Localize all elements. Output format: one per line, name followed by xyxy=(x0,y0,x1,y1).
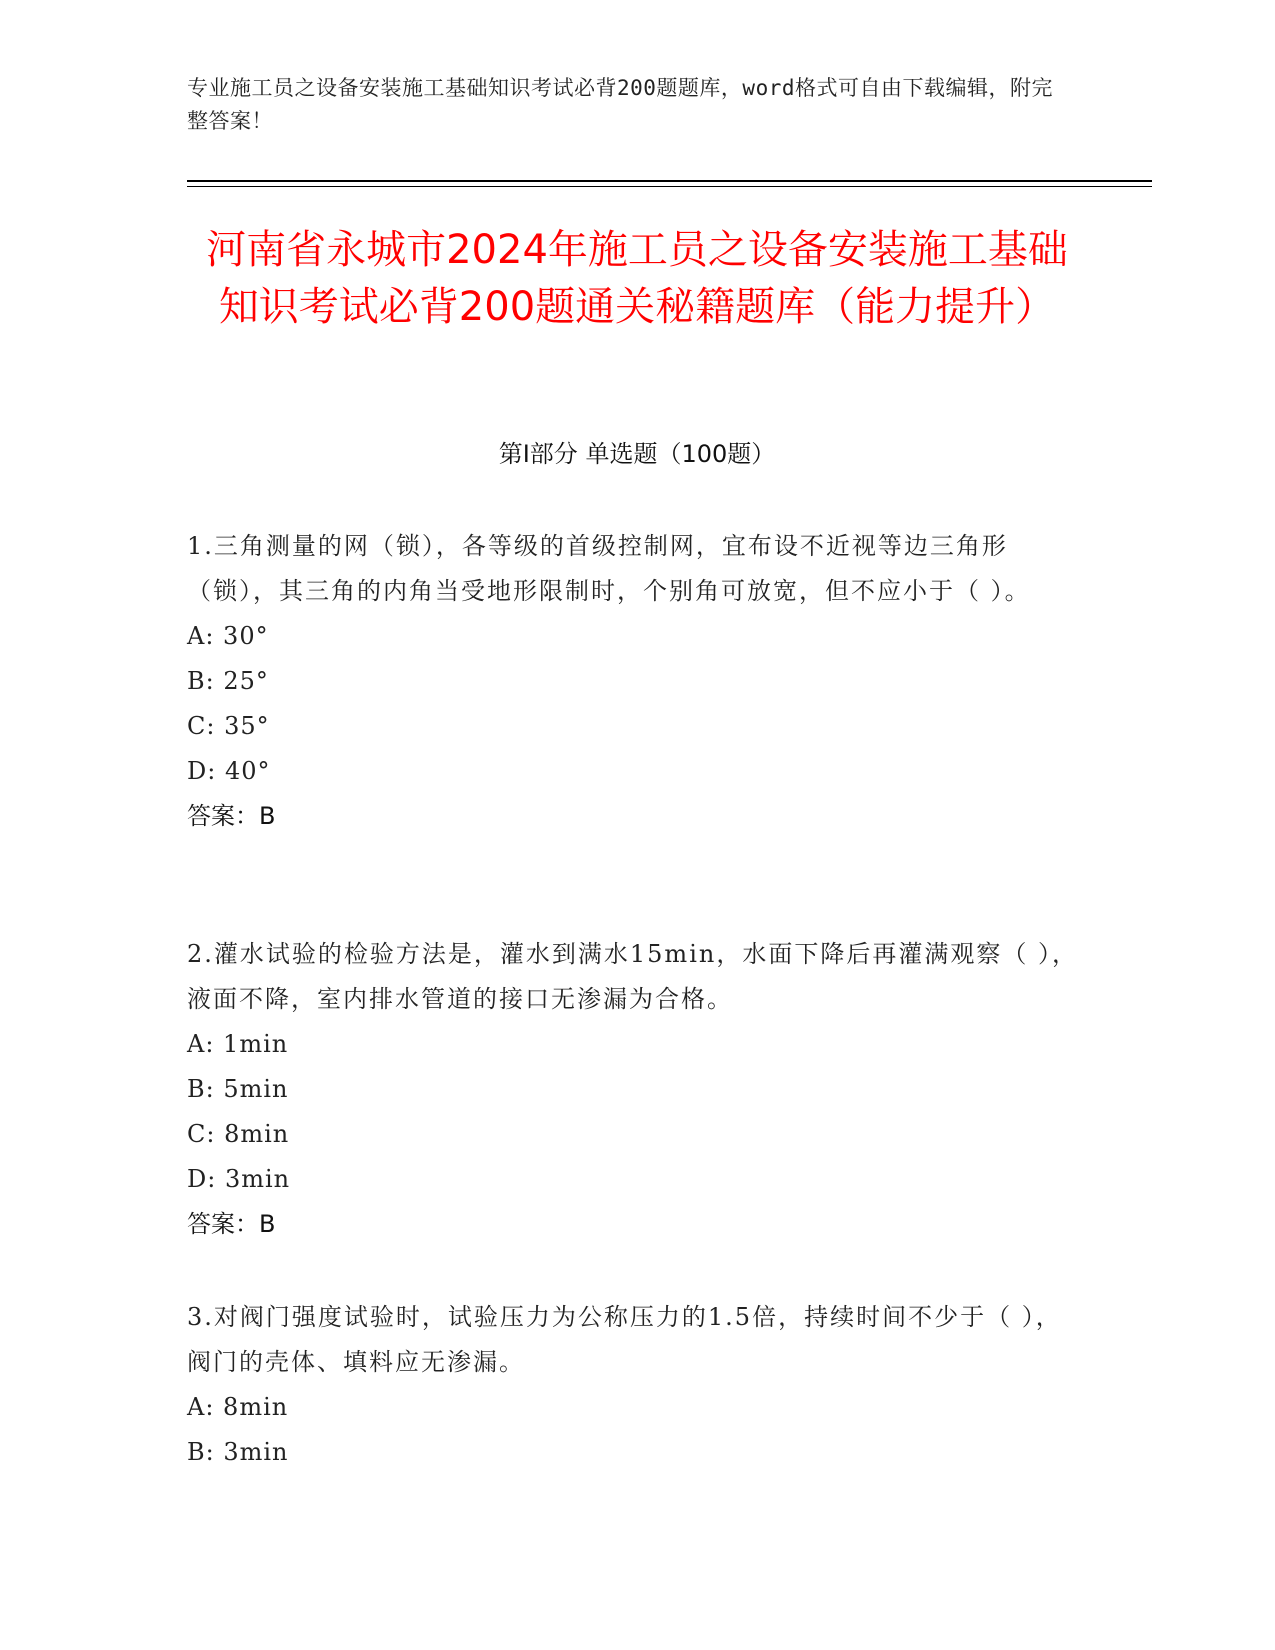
option-c: C: 8min xyxy=(187,1120,290,1148)
document-title: 河南省永城市2024年施工员之设备安装施工基础知识考试必背200题通关秘籍题库（能力提升） xyxy=(206,227,1068,330)
header-divider-thick xyxy=(187,180,1152,182)
option-d: D: 3min xyxy=(187,1165,291,1193)
option-c: C: 35° xyxy=(187,712,270,740)
option-b: B: 5min xyxy=(187,1075,289,1103)
answer-line: 答案：B xyxy=(187,1210,276,1238)
header-divider-thin xyxy=(187,186,1152,187)
question-text: 1.三角测量的网（锁），各等级的首级控制网，宜布设不近视等边三角形（锁），其三角的内角当受地形限制时，个别角可放宽，但不应小于（ ）。 xyxy=(187,532,1031,605)
question-2 xyxy=(187,932,1087,1247)
option-b: B: 25° xyxy=(187,667,269,695)
question-3 xyxy=(187,1295,1087,1475)
answer-line: 答案：B xyxy=(187,802,276,830)
option-d: D: 40° xyxy=(187,757,271,785)
section-title: 第I部分 单选题（100题） xyxy=(498,440,776,468)
question-text: 3.对阀门强度试验时，试验压力为公称压力的1.5倍，持续时间不少于（ ），阀门的壳体、填料应无渗漏。 xyxy=(187,1303,1062,1376)
option-a: A: 30° xyxy=(187,622,269,650)
option-a: A: 8min xyxy=(187,1393,289,1421)
header-note: 专业施工员之设备安装施工基础知识考试必背200题题库，word格式可自由下载编辑，附完整答案！ xyxy=(187,76,1053,133)
option-b: B: 3min xyxy=(187,1438,289,1466)
option-a: A: 1min xyxy=(187,1030,289,1058)
question-text: 2.灌水试验的检验方法是，灌水到满水15min，水面下降后再灌满观察（ ），液面不降，室内排水管道的接口无渗漏为合格。 xyxy=(187,940,1078,1013)
question-1 xyxy=(187,524,1087,839)
